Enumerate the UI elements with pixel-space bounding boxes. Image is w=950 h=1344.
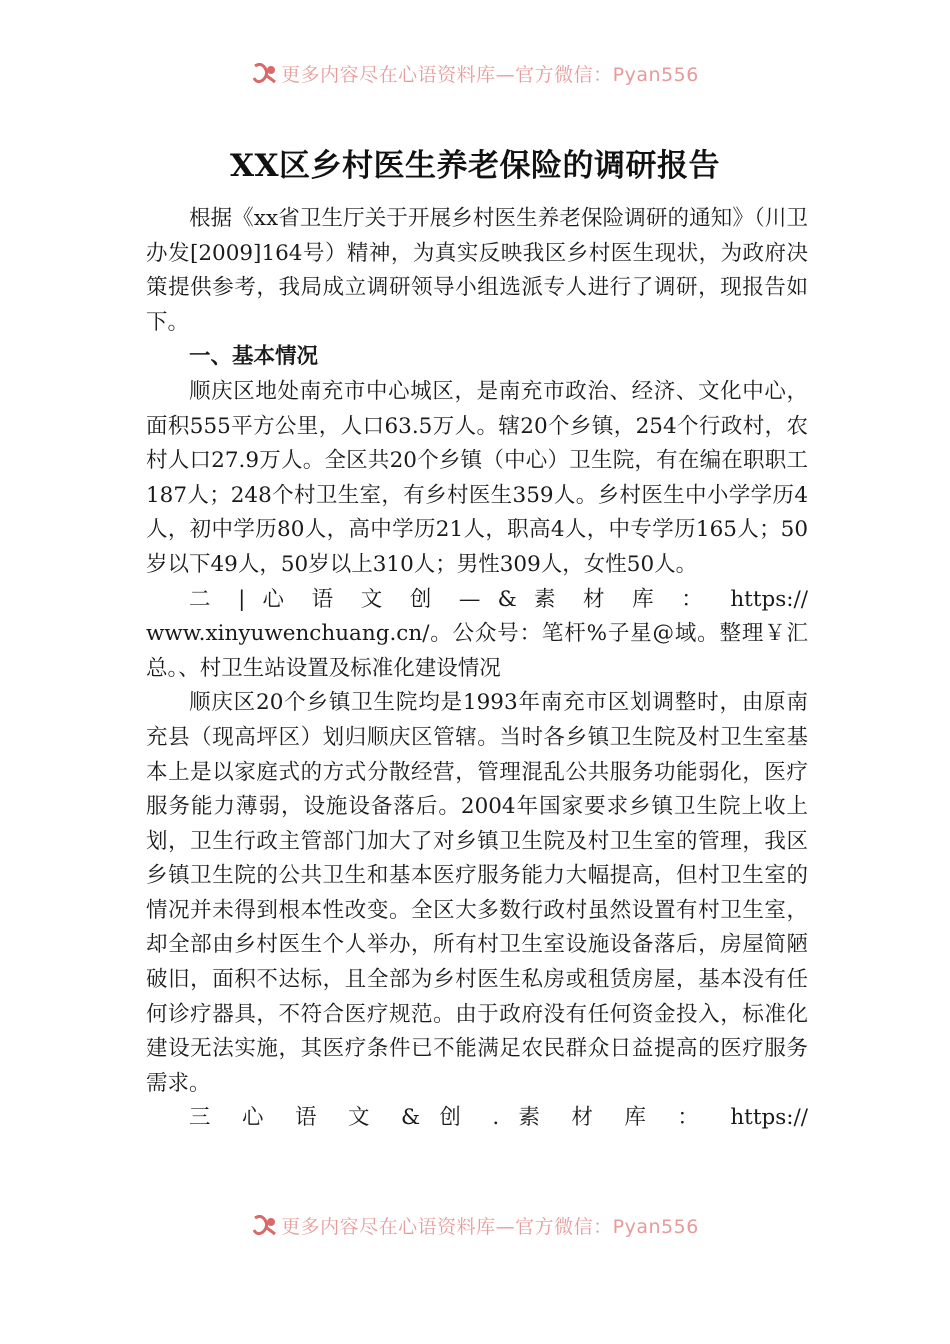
logo-icon — [251, 1214, 279, 1241]
injected-line-2a: 二 | 心 语 文 创 — & 素 材 库 ： https:// — [189, 586, 808, 612]
injected-line-2b: www.xinyuwenchuang.cn/。公众号：笔杆%子星@域。整理￥汇总。、村卫生站设置及标准化建设情况 — [146, 621, 808, 681]
document-title: XX区乡村医生养老保险的调研报告 — [229, 148, 721, 184]
document-body — [146, 202, 808, 1136]
paragraph-history: 顺庆区20个乡镇卫生院均是1993年南充市区划调整时，由原南充县（现高坪区）划归顺庆区管辖。当时各乡镇卫生院及村卫生室基本上是以家庭式的方式分散经营，管理混乱公共服务功能弱化，医疗服务能力薄弱，设施设备落后。2004年国家要求乡镇卫生院上收上划，卫生行政主管部门加大了对乡镇卫生院及村卫生室的管理，我区乡镇卫生院的公共卫生和基本医疗服务能力大幅提高，但村卫生室的情况并未得到根本性改变。全区大多数行政村虽然设置有村卫生室，却全部由乡村医生个人举办，所有村卫生室设施设备落后，房屋简陋破旧，面积不达标，且全部为乡村医生私房或租赁房屋，基本没有任何诊疗器具，不符合医疗规范。由于政府没有任何资金投入，标准化建设无法实施，其医疗条件已不能满足农民群众日益提高的医疗服务需求。 — [146, 690, 808, 1096]
watermark-text: 更多内容尽在心语资料库—官方微信：Pyan556 — [281, 1216, 699, 1238]
watermark-header — [0, 60, 950, 89]
injected-line-3: 三 心 语 文 & 创 . 素 材 库 ： https:// — [189, 1105, 808, 1131]
watermark-footer — [0, 1212, 950, 1241]
logo-icon — [251, 62, 279, 89]
section-heading-basic: 一、基本情况 — [189, 344, 319, 370]
paragraph-intro: 根据《xx省卫生厅关于开展乡村医生养老保险调研的通知》（川卫办发[2009]164号）精神，为真实反映我区乡村医生现状，为政府决策提供参考，我局成立调研领导小组选派专人进行了调研，现报告如下。 — [146, 206, 808, 335]
paragraph-basic-info: 顺庆区地处南充市中心城区，是南充市政治、经济、文化中心，面积555平方公里，人口63.5万人。辖20个乡镇，254个行政村，农村人口27.9万人。全区共20个乡镇（中心）卫生院，有在编在职职工187人；248个村卫生室，有乡村医生359人。乡村医生中小学学历4人，初中学历80人，高中学历21人，职高4人，中专学历165人；50岁以下49人，50岁以上310人；男性309人，女性50人。 — [146, 378, 808, 577]
watermark-text: 更多内容尽在心语资料库—官方微信：Pyan556 — [281, 64, 699, 86]
